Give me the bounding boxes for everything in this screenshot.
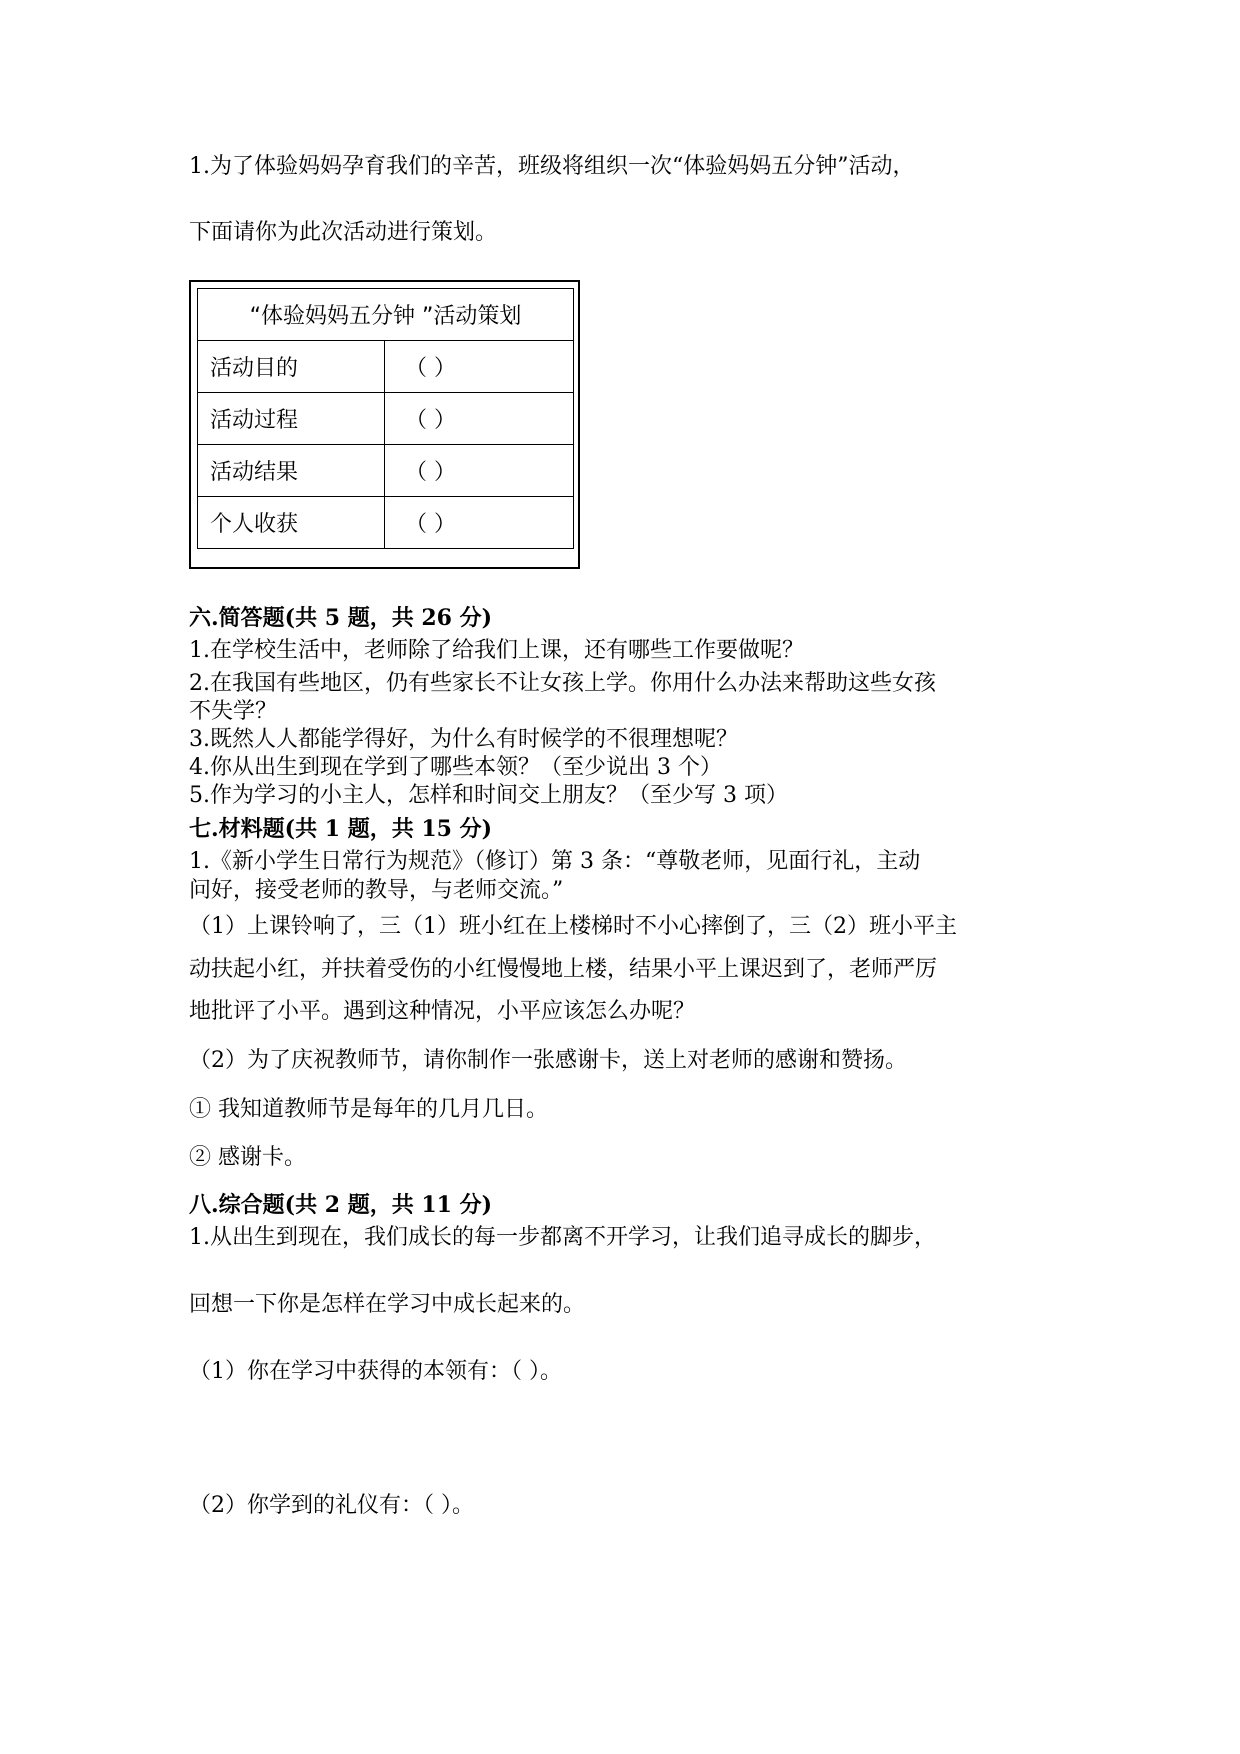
question-text: （2）你学到的礼仪有：（ ）。 <box>189 1493 474 1518</box>
answer-blank: （ ） <box>385 445 574 497</box>
answer-blank: （ ） <box>385 393 574 445</box>
row-label: 活动目的 <box>198 341 385 393</box>
table-row <box>198 393 574 445</box>
table-row <box>198 497 574 549</box>
question-text: 1.《新小学生日常行为规范》（修订）第 3 条：“尊敬老师，见面行礼，主动 <box>189 849 921 874</box>
plan-table-frame <box>189 280 580 569</box>
answer-blank: （ ） <box>385 341 574 393</box>
section-heading: 八.综合题(共 2 题，共 11 分) <box>189 1192 493 1218</box>
question-text: ② 感谢卡。 <box>189 1145 306 1170</box>
row-label: 个人收获 <box>198 497 385 549</box>
question-text: （1）上课铃响了，三（1）班小红在上楼梯时不小心摔倒了，三（2）班小平主 <box>189 914 957 939</box>
question-text: 不失学？ <box>189 699 278 724</box>
question-text: 地批评了小平。遇到这种情况，小平应该怎么办呢？ <box>189 999 696 1024</box>
row-label: 活动结果 <box>198 445 385 497</box>
question-text: 1.在学校生活中，老师除了给我们上课，还有哪些工作要做呢？ <box>189 638 804 663</box>
question-text: 动扶起小红，并扶着受伤的小红慢慢地上楼，结果小平上课迟到了，老师严厉 <box>189 957 938 982</box>
plan-table <box>197 288 574 549</box>
question-text: 1.从出生到现在，我们成长的每一步都离不开学习，让我们追寻成长的脚步， <box>189 1225 936 1250</box>
table-row <box>198 341 574 393</box>
section-heading: 七.材料题(共 1 题，共 15 分) <box>189 816 493 842</box>
question-text: 回想一下你是怎样在学习中成长起来的。 <box>189 1292 586 1317</box>
question-text: （1）你在学习中获得的本领有：（ ）。 <box>189 1359 562 1384</box>
question-text: 下面请你为此次活动进行策划。 <box>189 220 498 245</box>
row-label: 活动过程 <box>198 393 385 445</box>
answer-blank: （ ） <box>385 497 574 549</box>
table-row <box>198 445 574 497</box>
question-text: 4.你从出生到现在学到了哪些本领？（至少说出 3 个） <box>189 755 722 780</box>
question-text: ① 我知道教师节是每年的几月几日。 <box>189 1097 548 1122</box>
question-text: 5.作为学习的小主人，怎样和时间交上朋友？（至少写 3 项） <box>189 783 788 808</box>
question-text: （2）为了庆祝教师节，请你制作一张感谢卡，送上对老师的感谢和赞扬。 <box>189 1048 907 1073</box>
plan-table-title: “体验妈妈五分钟 ”活动策划 <box>198 289 574 341</box>
question-text: 1.为了体验妈妈孕育我们的辛苦，班级将组织一次“体验妈妈五分钟”活动， <box>189 154 915 179</box>
section-heading: 六.简答题(共 5 题，共 26 分) <box>189 605 493 631</box>
question-text: 2.在我国有些地区，仍有些家长不让女孩上学。你用什么办法来帮助这些女孩 <box>189 671 936 696</box>
question-text: 3.既然人人都能学得好，为什么有时候学的不很理想呢？ <box>189 727 738 752</box>
question-text: 问好，接受老师的教导，与老师交流。” <box>189 878 564 903</box>
